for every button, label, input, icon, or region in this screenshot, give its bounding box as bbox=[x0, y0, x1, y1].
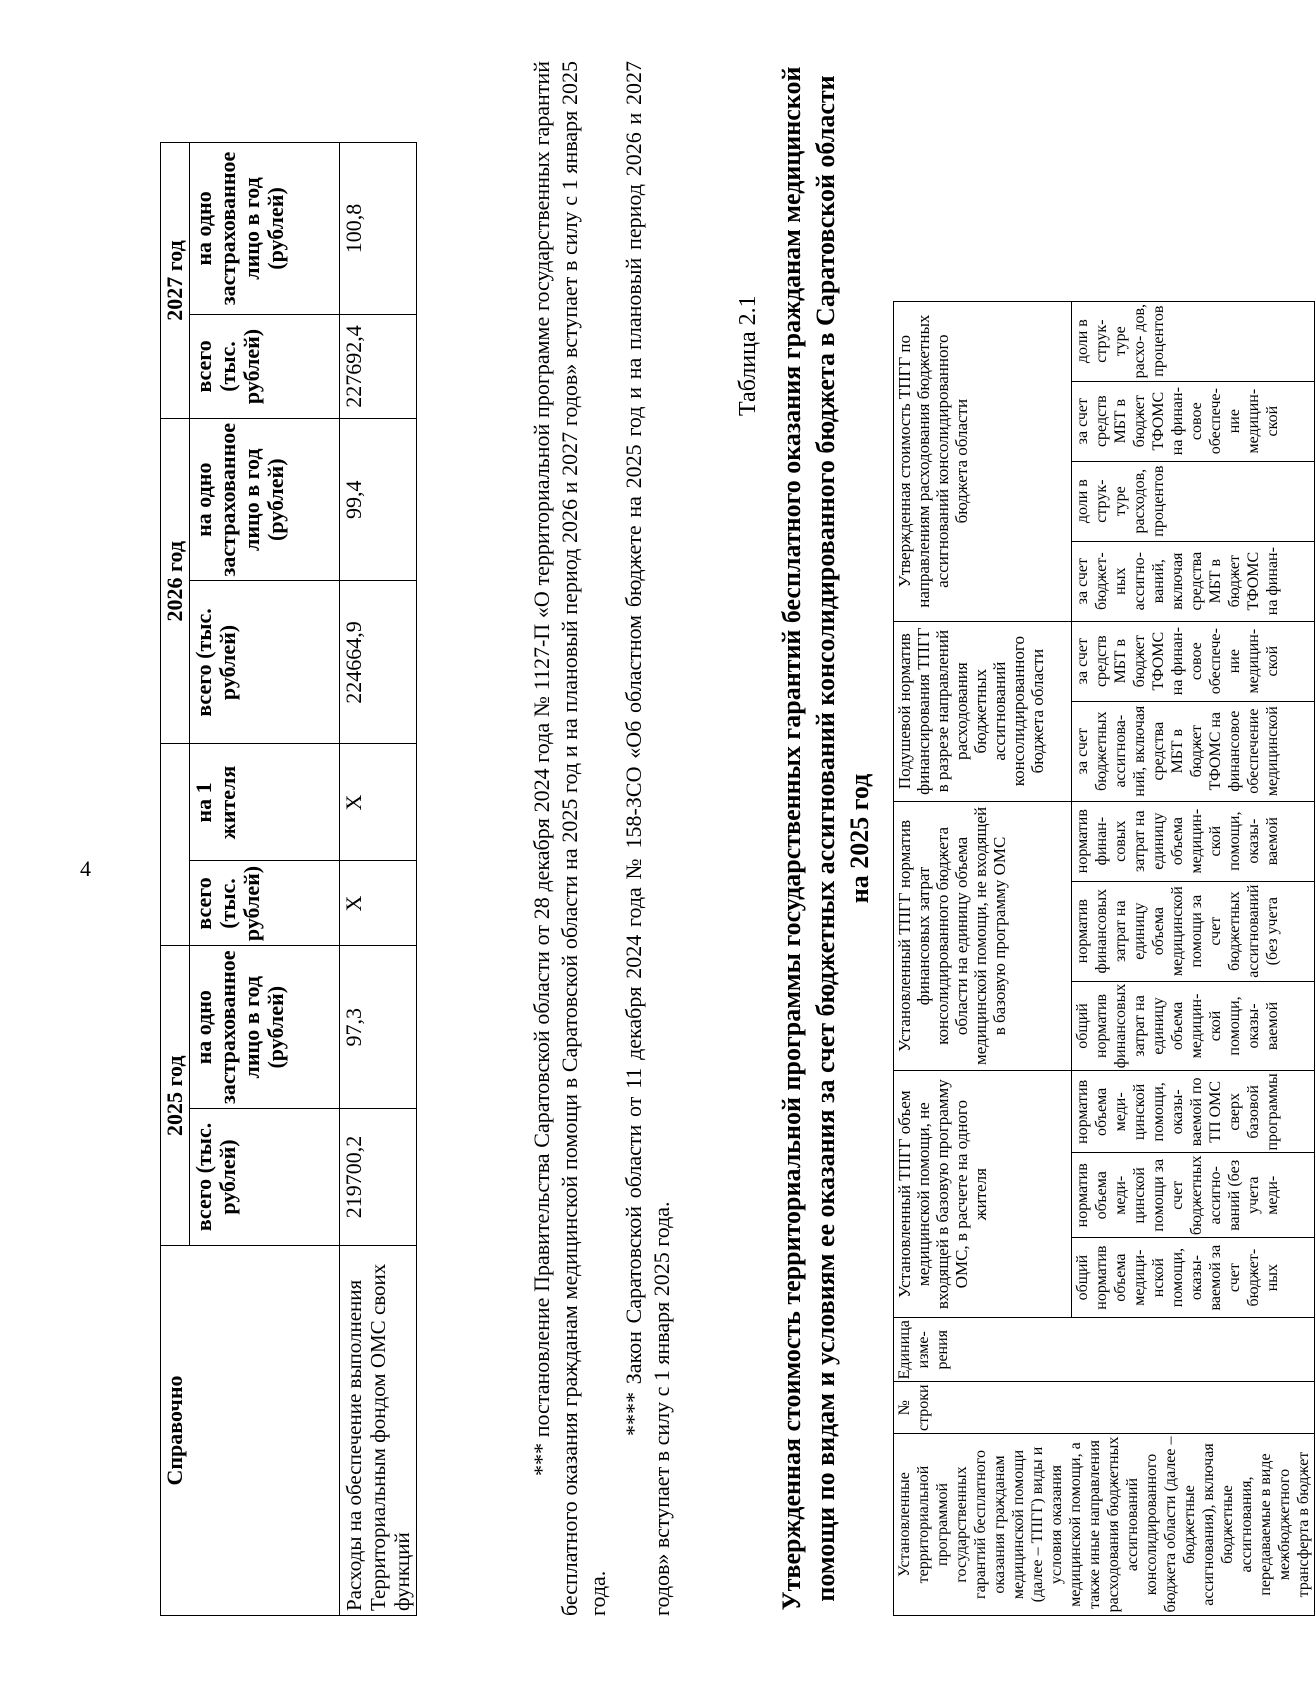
year-2027-header: 2027 год bbox=[161, 142, 190, 418]
spravochno-header: Справочно bbox=[161, 1246, 340, 1616]
sub-header: общий норматив объема медици- нской помощи, оказы- ваемой за счет бюджет- ных bbox=[1071, 1238, 1314, 1318]
year-2025-spacer bbox=[161, 744, 190, 946]
value-cell: 99,4 bbox=[340, 418, 417, 581]
sub-header: доли в струк- туре расхо- дов, процентов bbox=[1071, 301, 1314, 381]
header-per-resident-2025: на 1 жителя bbox=[190, 744, 340, 861]
year-2025-header: 2025 год bbox=[161, 946, 190, 1246]
sub-header: норматив финансовых затрат на единицу объема медицинской помощи за счет бюджетных ассигнований (без учета bbox=[1071, 881, 1314, 981]
sub-header: доли в струк- туре расходов, процентов bbox=[1071, 461, 1314, 541]
page-number: 4 bbox=[80, 856, 91, 881]
value-cell: 227692,4 bbox=[340, 314, 417, 418]
header-total-2026: всего (тыс. рублей) bbox=[190, 581, 340, 744]
header-per-insured-2025: на одно застрахованное лицо в год (рублей) bbox=[190, 946, 340, 1109]
year-2026-header: 2026 год bbox=[161, 418, 190, 744]
sub-header: норматив объема меди- цинской помощи, оказы- ваемой по ТП ОМС сверх базовой программы bbox=[1071, 1071, 1314, 1153]
main-col-row-no: № строки bbox=[894, 1382, 1315, 1434]
rotated-sheet bbox=[160, 61, 1312, 1616]
header-total-2027: всего (тыс. рублей) bbox=[190, 314, 340, 418]
value-cell: 224664,9 bbox=[340, 581, 417, 744]
value-cell: X bbox=[340, 861, 417, 946]
header-per-insured-2027: на одно застрахованное лицо в год (рублей) bbox=[190, 142, 340, 314]
sub-header: общий норматив финансовых затрат на единицу объема медицин- ской помощи, оказы- ваемой bbox=[1071, 981, 1314, 1071]
main-group-per-capita: Подушевой норматив финансирования ТПГГ в разрезе направлений расходования бюджетных ассигнований консолидированного бюджета области bbox=[894, 621, 1072, 801]
table-title: Утвержденная стоимость территориальной программы государственных гарантий бесплатного оказания гражданам медицинской помощи по видам и условиям ее оказания за счет бюджетных ассигнований консолидированного бюджета в Саратовской области на 2025 год bbox=[777, 66, 874, 1611]
sub-header: норматив финан- совых затрат на единицу объема медицин- ской помощи, оказы- ваемой bbox=[1071, 801, 1314, 881]
sub-header: норматив объема меди- цинской помощи за счет бюджетных ассигно- ваний (без учета меди- bbox=[1071, 1153, 1314, 1238]
main-group-cost: Утвержденная стоимость ТПГГ по направлениям расходования бюджетных ассигнований консолидированного бюджета области bbox=[894, 301, 1072, 621]
header-total-short-2025: всего (тыс. рублей) bbox=[190, 861, 340, 946]
main-col-kinds: Установленные территориальной программой государственных гарантий бесплатного оказания гражданам медицинской помощи (далее – ТПГГ) виды и условия оказания медицинской помощи, а также иные направления расходования бюджетных ассигнований консолидированного бюджета области (далее – бюджетные ассигнования), включая бюджетные ассигнования, передаваемые в виде межбюджетного трансферта в бюджет bbox=[894, 1434, 1315, 1616]
sub-header: за счет средств МБТ в бюджет ТФОМС на финан- совое обеспече- ние медицин- ской bbox=[1071, 621, 1314, 701]
header-per-insured-2026: на одно застрахованное лицо в год (рублей) bbox=[190, 418, 340, 581]
value-cell: 97,3 bbox=[340, 946, 417, 1109]
value-cell: 100,8 bbox=[340, 142, 417, 314]
row-label: Расходы на обеспечение выполнения Территориальным фондом ОМС своих функций bbox=[340, 1246, 417, 1616]
footnote-4: **** Закон Саратовской области от 11 декабря 2024 года № 158-ЗСО «Об областном бюджете на 2025 год и на плановый период 2026 и 2027 годов» вступает в силу с 1 января 2025 года. bbox=[621, 61, 674, 1616]
sub-header: за счет бюджет- ных ассигно- ваний, включая средства МБТ в бюджет ТФОМС на финан- bbox=[1071, 541, 1314, 621]
main-col-unit: Единица изме- рения bbox=[894, 1318, 1315, 1382]
table-number: Таблица 2.1 bbox=[735, 295, 761, 416]
value-cell: X bbox=[340, 744, 417, 861]
footnote-3: *** постановление Правительства Саратовской области от 28 декабря 2024 года № 1127-П «О территориальной программе государственных гарантий бесплатного оказания гражданам медицинской помощи в Саратовской области на 2025 год и на плановый период 2026 и 2027 годов» вступает в силу с 1 января 2025 года. bbox=[529, 61, 610, 1616]
header-total-2025: всего (тыс. рублей) bbox=[190, 1109, 340, 1246]
reference-table bbox=[160, 142, 417, 1616]
sub-header: за счет бюджетных ассигнова- ний, включая средства МБТ в бюджет ТФОМС на финансовое обеспечение медицинской bbox=[1071, 701, 1314, 801]
main-group-norm: Установленный ТПГГ норматив финансовых затрат консолидированного бюджета области на единицу объема медицинской помощи, не входящей в базовую программу ОМС bbox=[894, 801, 1072, 1071]
value-cell: 219700,2 bbox=[340, 1109, 417, 1246]
main-group-volume: Установленный ТПГГ объем медицинской помощи, не входящей в базовую программу ОМС, в расчете на одного жителя bbox=[894, 1071, 1072, 1318]
main-table bbox=[893, 301, 1315, 1616]
sub-header: за счет средств МБТ в бюджет ТФОМС на финан- совое обеспече- ние медицин- ской bbox=[1071, 381, 1314, 461]
